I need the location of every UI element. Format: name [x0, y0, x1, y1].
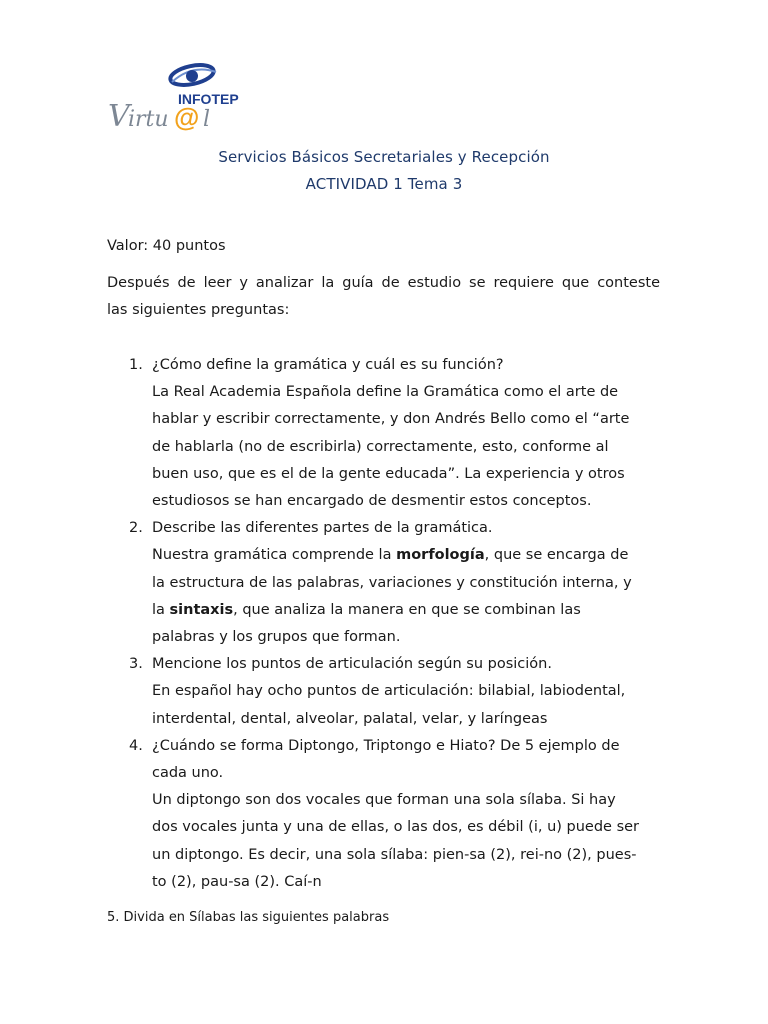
answer-line: estudiosos se han encargado de desmentir estos conceptos. [152, 493, 592, 510]
answer-line: interdental, dental, alveolar, palatal, velar, y laríngeas [152, 710, 548, 727]
answer-line: La Real Academia Española define la Gramática como el arte de [152, 384, 619, 401]
question-number: 2. [129, 520, 143, 537]
instructions-line: Después de leer y analizar la guía de estudio se requiere que conteste [107, 275, 660, 291]
question-text: ¿Cuándo se forma Diptongo, Triptongo e Hiato? De 5 ejemplo de [152, 737, 620, 754]
logo-graphic [106, 62, 239, 134]
logo-script-irtu: irtu [128, 107, 169, 132]
answer-line: un diptongo. Es decir, una sola sílaba: pien-sa (2), rei-no (2), pues- [152, 846, 637, 863]
question-item-1 [107, 352, 667, 515]
question-text: ¿Cómo define la gramática y cuál es su función? [152, 357, 504, 373]
answer-text: Nuestra gramática comprende la [152, 547, 397, 564]
infotep-virtual-logo [106, 62, 239, 134]
logo-at-sign: @ [174, 102, 200, 132]
document-title-block [0, 144, 768, 198]
answer-line: hablar y escribir correctamente, y don Andrés Bello como el “arte [152, 411, 630, 428]
answer-text: , que analiza la manera en que se combinan las [233, 601, 581, 618]
instructions-line: las siguientes preguntas: [107, 302, 290, 318]
answer-line: dos vocales junta y una de ellas, o las dos, es débil (i, u) puede ser [152, 819, 640, 836]
question-item-3 [107, 651, 667, 733]
answer-line [152, 542, 667, 569]
answer-text: , que se encarga de [484, 547, 629, 564]
logo-brand-text: INFOTEP [178, 91, 239, 107]
question-item-4 [107, 733, 667, 896]
instructions-paragraph [107, 270, 660, 324]
answer-line [152, 597, 667, 624]
document-title: Servicios Básicos Secretariales y Recepción [218, 148, 550, 166]
questions-list [107, 352, 667, 896]
answer-line: to (2), pau-sa (2). Caí-n [152, 873, 322, 890]
answer-line: buen uso, que es el de la gente educada”. La experiencia y otros [152, 465, 625, 482]
answer-line: Un diptongo son dos vocales que forman una sola sílaba. Si hay [152, 792, 616, 809]
answer-line: la estructura de las palabras, variaciones y constitución interna, y [152, 574, 632, 591]
answer-line: palabras y los grupos que forman. [152, 629, 401, 646]
term-sintaxis: sintaxis [169, 601, 234, 618]
points-value: Valor: 40 puntos [107, 238, 226, 254]
question-number: 3. [129, 656, 143, 673]
term-morfologia: morfología [396, 547, 485, 564]
question-text: Mencione los puntos de articulación según su posición. [152, 656, 552, 673]
question-item-5: 5. Divida en Sílabas las siguientes palabras [107, 910, 390, 925]
question-number: 4. [129, 737, 143, 754]
logo-script-v: V [108, 99, 130, 134]
answer-line: de hablarla (no de escribirla) correctamente, esto, conforme al [152, 438, 609, 455]
question-text: Describe las diferentes partes de la gramática. [152, 520, 493, 537]
logo-globe [186, 70, 198, 82]
question-number: 1. [129, 357, 143, 373]
answer-line: En español hay ocho puntos de articulación: bilabial, labiodental, [152, 683, 626, 700]
answer-text: la [152, 601, 170, 618]
question-item-2 [107, 515, 667, 651]
logo-script-l: l [203, 107, 211, 132]
question-text: cada uno. [152, 765, 224, 782]
activity-subtitle: ACTIVIDAD 1 Tema 3 [305, 175, 463, 193]
